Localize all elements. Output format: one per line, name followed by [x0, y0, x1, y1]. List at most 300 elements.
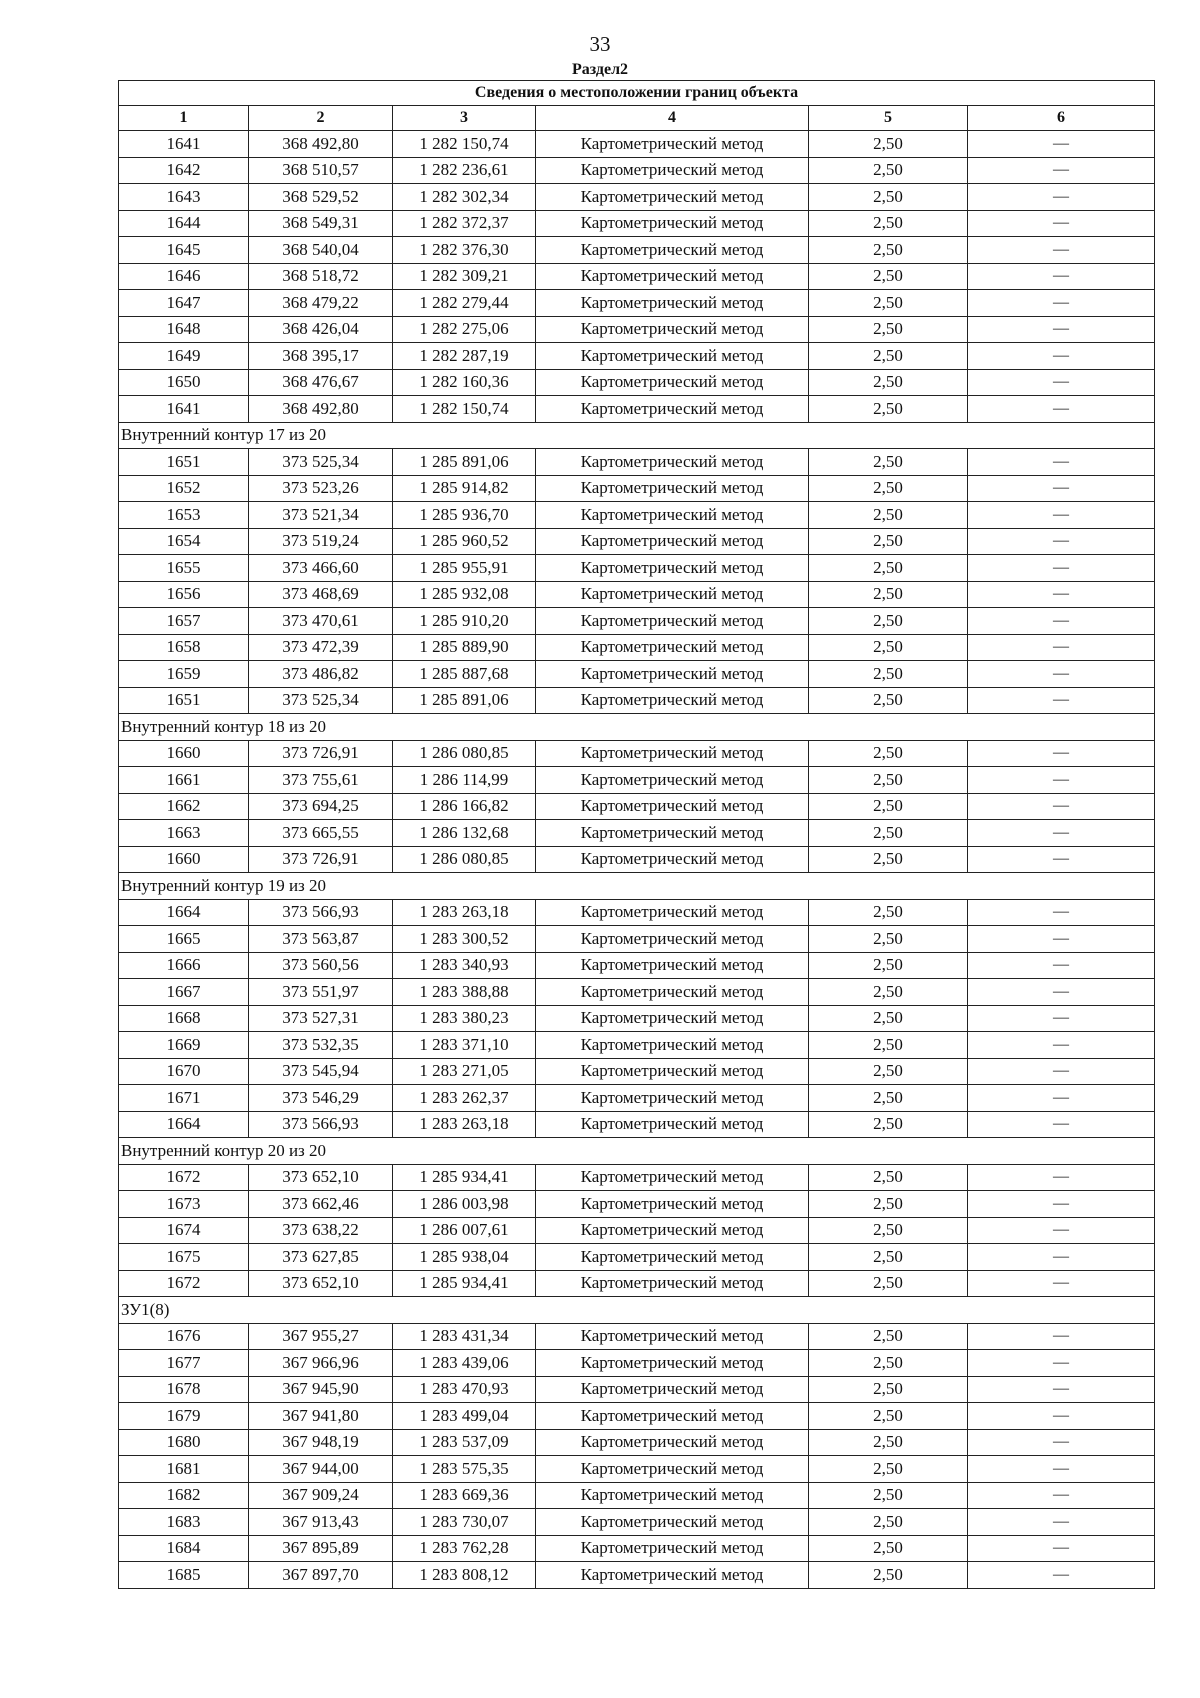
point-number-cell: 1674: [119, 1217, 249, 1244]
accuracy-cell: 2,50: [809, 210, 968, 237]
coord-y-cell: 1 283 263,18: [393, 1111, 536, 1138]
column-number-row: [119, 106, 1155, 131]
coord-y-cell: 1 286 007,61: [393, 1217, 536, 1244]
coord-y-cell: 1 283 808,12: [393, 1562, 536, 1589]
coord-x-cell: 373 566,93: [249, 899, 393, 926]
accuracy-cell: 2,50: [809, 952, 968, 979]
accuracy-cell: 2,50: [809, 475, 968, 502]
point-number-cell: 1678: [119, 1376, 249, 1403]
point-number-cell: 1654: [119, 528, 249, 555]
coord-y-cell: 1 285 938,04: [393, 1244, 536, 1271]
coord-y-cell: 1 282 236,61: [393, 157, 536, 184]
method-cell: Картометрический метод: [536, 1270, 809, 1297]
description-cell: —: [968, 687, 1155, 714]
description-cell: —: [968, 661, 1155, 688]
point-number-cell: 1670: [119, 1058, 249, 1085]
method-cell: Картометрический метод: [536, 237, 809, 264]
table-row: [119, 1323, 1155, 1350]
description-cell: —: [968, 1270, 1155, 1297]
coord-y-cell: 1 286 114,99: [393, 767, 536, 794]
description-cell: —: [968, 184, 1155, 211]
point-number-cell: 1651: [119, 449, 249, 476]
table-row: [119, 237, 1155, 264]
section-title: Раздел2: [571, 61, 629, 78]
accuracy-cell: 2,50: [809, 369, 968, 396]
point-number-cell: 1673: [119, 1191, 249, 1218]
table-row: [119, 1217, 1155, 1244]
column-number: 4: [536, 106, 809, 131]
method-cell: Картометрический метод: [536, 157, 809, 184]
section-header-row: [119, 1297, 1155, 1324]
point-number-cell: 1679: [119, 1403, 249, 1430]
table-row: [119, 926, 1155, 953]
point-number-cell: 1651: [119, 687, 249, 714]
accuracy-cell: 2,50: [809, 555, 968, 582]
coord-y-cell: 1 286 080,85: [393, 740, 536, 767]
coord-y-cell: 1 285 955,91: [393, 555, 536, 582]
accuracy-cell: 2,50: [809, 846, 968, 873]
coord-x-cell: 367 913,43: [249, 1509, 393, 1536]
method-cell: Картометрический метод: [536, 555, 809, 582]
method-cell: Картометрический метод: [536, 396, 809, 423]
table-row: [119, 793, 1155, 820]
table-row: [119, 1562, 1155, 1589]
accuracy-cell: 2,50: [809, 1429, 968, 1456]
coord-x-cell: 368 395,17: [249, 343, 393, 370]
method-cell: Картометрический метод: [536, 608, 809, 635]
description-cell: —: [968, 1111, 1155, 1138]
coord-x-cell: 373 662,46: [249, 1191, 393, 1218]
method-cell: Картометрический метод: [536, 1217, 809, 1244]
coord-y-cell: 1 285 936,70: [393, 502, 536, 529]
point-number-cell: 1655: [119, 555, 249, 582]
coord-x-cell: 373 486,82: [249, 661, 393, 688]
method-cell: Картометрический метод: [536, 1164, 809, 1191]
table-row: [119, 396, 1155, 423]
description-cell: —: [968, 634, 1155, 661]
method-cell: Картометрический метод: [536, 979, 809, 1006]
method-cell: Картометрический метод: [536, 1350, 809, 1377]
accuracy-cell: 2,50: [809, 528, 968, 555]
point-number-cell: 1660: [119, 740, 249, 767]
method-cell: Картометрический метод: [536, 952, 809, 979]
method-cell: Картометрический метод: [536, 846, 809, 873]
point-number-cell: 1671: [119, 1085, 249, 1112]
accuracy-cell: 2,50: [809, 131, 968, 158]
coord-y-cell: 1 283 300,52: [393, 926, 536, 953]
description-cell: —: [968, 952, 1155, 979]
coord-y-cell: 1 283 388,88: [393, 979, 536, 1006]
accuracy-cell: 2,50: [809, 926, 968, 953]
method-cell: Картометрический метод: [536, 767, 809, 794]
coord-x-cell: 373 525,34: [249, 687, 393, 714]
table-row: [119, 1005, 1155, 1032]
accuracy-cell: 2,50: [809, 740, 968, 767]
method-cell: Картометрический метод: [536, 1032, 809, 1059]
accuracy-cell: 2,50: [809, 237, 968, 264]
description-cell: —: [968, 131, 1155, 158]
table-row: [119, 316, 1155, 343]
table-body: [119, 131, 1155, 1589]
coord-y-cell: 1 282 150,74: [393, 131, 536, 158]
point-number-cell: 1666: [119, 952, 249, 979]
coord-y-cell: 1 283 499,04: [393, 1403, 536, 1430]
accuracy-cell: 2,50: [809, 1005, 968, 1032]
method-cell: Картометрический метод: [536, 1429, 809, 1456]
coord-x-cell: 373 466,60: [249, 555, 393, 582]
table-row: [119, 1403, 1155, 1430]
description-cell: —: [968, 1244, 1155, 1271]
coord-y-cell: 1 283 340,93: [393, 952, 536, 979]
table-row: [119, 846, 1155, 873]
coord-y-cell: 1 282 376,30: [393, 237, 536, 264]
description-cell: —: [968, 502, 1155, 529]
method-cell: Картометрический метод: [536, 369, 809, 396]
description-cell: —: [968, 1403, 1155, 1430]
table-row: [119, 1535, 1155, 1562]
coord-y-cell: 1 282 160,36: [393, 369, 536, 396]
coord-x-cell: 373 652,10: [249, 1164, 393, 1191]
accuracy-cell: 2,50: [809, 979, 968, 1006]
accuracy-cell: 2,50: [809, 1244, 968, 1271]
column-number: 6: [968, 106, 1155, 131]
coord-y-cell: 1 285 914,82: [393, 475, 536, 502]
description-cell: —: [968, 475, 1155, 502]
coord-y-cell: 1 282 287,19: [393, 343, 536, 370]
method-cell: Картометрический метод: [536, 1005, 809, 1032]
description-cell: —: [968, 581, 1155, 608]
coord-y-cell: 1 282 275,06: [393, 316, 536, 343]
coord-y-cell: 1 282 279,44: [393, 290, 536, 317]
description-cell: —: [968, 237, 1155, 264]
method-cell: Картометрический метод: [536, 1244, 809, 1271]
coord-y-cell: 1 283 371,10: [393, 1032, 536, 1059]
method-cell: Картометрический метод: [536, 1509, 809, 1536]
method-cell: Картометрический метод: [536, 449, 809, 476]
point-number-cell: 1647: [119, 290, 249, 317]
accuracy-cell: 2,50: [809, 661, 968, 688]
table-row: [119, 343, 1155, 370]
coord-x-cell: 367 909,24: [249, 1482, 393, 1509]
coord-x-cell: 368 529,52: [249, 184, 393, 211]
method-cell: Картометрический метод: [536, 1376, 809, 1403]
coord-x-cell: 367 944,00: [249, 1456, 393, 1483]
point-number-cell: 1659: [119, 661, 249, 688]
description-cell: —: [968, 1456, 1155, 1483]
table-row: [119, 1191, 1155, 1218]
coord-x-cell: 373 726,91: [249, 846, 393, 873]
method-cell: Картометрический метод: [536, 1058, 809, 1085]
table-row: [119, 634, 1155, 661]
coord-y-cell: 1 285 889,90: [393, 634, 536, 661]
method-cell: Картометрический метод: [536, 793, 809, 820]
method-cell: Картометрический метод: [536, 1535, 809, 1562]
coord-y-cell: 1 283 439,06: [393, 1350, 536, 1377]
coord-y-cell: 1 285 891,06: [393, 687, 536, 714]
method-cell: Картометрический метод: [536, 1085, 809, 1112]
accuracy-cell: 2,50: [809, 1032, 968, 1059]
coord-x-cell: 373 694,25: [249, 793, 393, 820]
coord-x-cell: 368 540,04: [249, 237, 393, 264]
table-row: [119, 1456, 1155, 1483]
point-number-cell: 1662: [119, 793, 249, 820]
column-number: 1: [119, 106, 249, 131]
coord-y-cell: 1 282 372,37: [393, 210, 536, 237]
method-cell: Картометрический метод: [536, 290, 809, 317]
description-cell: —: [968, 1217, 1155, 1244]
method-cell: Картометрический метод: [536, 210, 809, 237]
coord-y-cell: 1 286 132,68: [393, 820, 536, 847]
description-cell: —: [968, 1509, 1155, 1536]
method-cell: Картометрический метод: [536, 131, 809, 158]
coord-x-cell: 367 948,19: [249, 1429, 393, 1456]
point-number-cell: 1672: [119, 1164, 249, 1191]
column-number: 2: [249, 106, 393, 131]
coord-x-cell: 373 652,10: [249, 1270, 393, 1297]
accuracy-cell: 2,50: [809, 1270, 968, 1297]
method-cell: Картометрический метод: [536, 1323, 809, 1350]
point-number-cell: 1649: [119, 343, 249, 370]
description-cell: —: [968, 1429, 1155, 1456]
description-cell: —: [968, 290, 1155, 317]
coord-x-cell: 368 492,80: [249, 131, 393, 158]
coord-x-cell: 373 545,94: [249, 1058, 393, 1085]
section-header-row: [119, 422, 1155, 449]
coord-x-cell: 373 472,39: [249, 634, 393, 661]
coord-x-cell: 373 523,26: [249, 475, 393, 502]
accuracy-cell: 2,50: [809, 343, 968, 370]
accuracy-cell: 2,50: [809, 634, 968, 661]
table-row: [119, 555, 1155, 582]
point-number-cell: 1680: [119, 1429, 249, 1456]
description-cell: —: [968, 369, 1155, 396]
accuracy-cell: 2,50: [809, 608, 968, 635]
column-number: 5: [809, 106, 968, 131]
coord-x-cell: 368 518,72: [249, 263, 393, 290]
point-number-cell: 1675: [119, 1244, 249, 1271]
accuracy-cell: 2,50: [809, 820, 968, 847]
coord-x-cell: 367 955,27: [249, 1323, 393, 1350]
coord-x-cell: 373 532,35: [249, 1032, 393, 1059]
section-header-row: [119, 873, 1155, 900]
point-number-cell: 1685: [119, 1562, 249, 1589]
coord-x-cell: 368 549,31: [249, 210, 393, 237]
coord-y-cell: 1 283 537,09: [393, 1429, 536, 1456]
method-cell: Картометрический метод: [536, 634, 809, 661]
description-cell: —: [968, 1535, 1155, 1562]
section-label: Внутренний контур 20 из 20: [119, 1138, 1155, 1165]
coord-x-cell: 373 521,34: [249, 502, 393, 529]
accuracy-cell: 2,50: [809, 1509, 968, 1536]
coord-y-cell: 1 282 302,34: [393, 184, 536, 211]
table-row: [119, 820, 1155, 847]
description-cell: —: [968, 555, 1155, 582]
method-cell: Картометрический метод: [536, 926, 809, 953]
description-cell: —: [968, 608, 1155, 635]
table-row: [119, 157, 1155, 184]
description-cell: —: [968, 157, 1155, 184]
coord-x-cell: 367 897,70: [249, 1562, 393, 1589]
method-cell: Картометрический метод: [536, 502, 809, 529]
description-cell: —: [968, 793, 1155, 820]
coord-y-cell: 1 285 932,08: [393, 581, 536, 608]
point-number-cell: 1650: [119, 369, 249, 396]
table-row: [119, 661, 1155, 688]
coord-y-cell: 1 283 669,36: [393, 1482, 536, 1509]
description-cell: —: [968, 1376, 1155, 1403]
method-cell: Картометрический метод: [536, 687, 809, 714]
point-number-cell: 1644: [119, 210, 249, 237]
point-number-cell: 1645: [119, 237, 249, 264]
table-row: [119, 1085, 1155, 1112]
method-cell: Картометрический метод: [536, 1482, 809, 1509]
coord-x-cell: 373 551,97: [249, 979, 393, 1006]
accuracy-cell: 2,50: [809, 449, 968, 476]
method-cell: Картометрический метод: [536, 1456, 809, 1483]
point-number-cell: 1656: [119, 581, 249, 608]
accuracy-cell: 2,50: [809, 793, 968, 820]
accuracy-cell: 2,50: [809, 1403, 968, 1430]
description-cell: —: [968, 528, 1155, 555]
coord-y-cell: 1 286 080,85: [393, 846, 536, 873]
accuracy-cell: 2,50: [809, 1482, 968, 1509]
coord-y-cell: 1 283 262,37: [393, 1085, 536, 1112]
table-row: [119, 1244, 1155, 1271]
description-cell: —: [968, 979, 1155, 1006]
accuracy-cell: 2,50: [809, 1350, 968, 1377]
table-row: [119, 899, 1155, 926]
table-row: [119, 979, 1155, 1006]
accuracy-cell: 2,50: [809, 767, 968, 794]
method-cell: Картометрический метод: [536, 899, 809, 926]
coord-y-cell: 1 282 309,21: [393, 263, 536, 290]
method-cell: Картометрический метод: [536, 581, 809, 608]
coord-x-cell: 368 510,57: [249, 157, 393, 184]
coord-x-cell: 373 525,34: [249, 449, 393, 476]
point-number-cell: 1672: [119, 1270, 249, 1297]
description-cell: —: [968, 1562, 1155, 1589]
table-row: [119, 1509, 1155, 1536]
description-cell: —: [968, 1191, 1155, 1218]
accuracy-cell: 2,50: [809, 290, 968, 317]
table-row: [119, 1032, 1155, 1059]
coord-x-cell: 373 755,61: [249, 767, 393, 794]
table-row: [119, 1376, 1155, 1403]
coord-x-cell: 367 895,89: [249, 1535, 393, 1562]
point-number-cell: 1652: [119, 475, 249, 502]
coord-y-cell: 1 283 263,18: [393, 899, 536, 926]
description-cell: —: [968, 846, 1155, 873]
table-row: [119, 1111, 1155, 1138]
table-row: [119, 290, 1155, 317]
table-row: [119, 369, 1155, 396]
point-number-cell: 1677: [119, 1350, 249, 1377]
coord-x-cell: 368 492,80: [249, 396, 393, 423]
description-cell: —: [968, 740, 1155, 767]
table-row: [119, 210, 1155, 237]
description-cell: —: [968, 1085, 1155, 1112]
coord-x-cell: 368 479,22: [249, 290, 393, 317]
method-cell: Картометрический метод: [536, 1111, 809, 1138]
description-cell: —: [968, 1005, 1155, 1032]
description-cell: —: [968, 899, 1155, 926]
coord-x-cell: 367 966,96: [249, 1350, 393, 1377]
coord-x-cell: 373 519,24: [249, 528, 393, 555]
coord-x-cell: 367 945,90: [249, 1376, 393, 1403]
coord-x-cell: 373 566,93: [249, 1111, 393, 1138]
method-cell: Картометрический метод: [536, 1562, 809, 1589]
column-number: 3: [393, 106, 536, 131]
point-number-cell: 1646: [119, 263, 249, 290]
table-row: [119, 131, 1155, 158]
point-number-cell: 1684: [119, 1535, 249, 1562]
method-cell: Картометрический метод: [536, 263, 809, 290]
table-row: [119, 1429, 1155, 1456]
table-row: [119, 767, 1155, 794]
description-cell: —: [968, 1164, 1155, 1191]
accuracy-cell: 2,50: [809, 1217, 968, 1244]
description-cell: —: [968, 820, 1155, 847]
section-label: Внутренний контур 19 из 20: [119, 873, 1155, 900]
coord-y-cell: 1 286 166,82: [393, 793, 536, 820]
description-cell: —: [968, 343, 1155, 370]
table-row: [119, 687, 1155, 714]
point-number-cell: 1641: [119, 396, 249, 423]
coord-y-cell: 1 283 271,05: [393, 1058, 536, 1085]
coord-y-cell: 1 285 887,68: [393, 661, 536, 688]
accuracy-cell: 2,50: [809, 502, 968, 529]
section-label: Внутренний контур 18 из 20: [119, 714, 1155, 741]
point-number-cell: 1664: [119, 899, 249, 926]
coord-y-cell: 1 286 003,98: [393, 1191, 536, 1218]
accuracy-cell: 2,50: [809, 1376, 968, 1403]
method-cell: Картометрический метод: [536, 316, 809, 343]
section-label: Внутренний контур 17 из 20: [119, 422, 1155, 449]
section-header-row: [119, 714, 1155, 741]
table-caption-row: [119, 81, 1155, 106]
point-number-cell: 1660: [119, 846, 249, 873]
point-number-cell: 1669: [119, 1032, 249, 1059]
point-number-cell: 1648: [119, 316, 249, 343]
coord-x-cell: 373 468,69: [249, 581, 393, 608]
coord-x-cell: 373 527,31: [249, 1005, 393, 1032]
description-cell: —: [968, 396, 1155, 423]
accuracy-cell: 2,50: [809, 1456, 968, 1483]
coord-x-cell: 373 638,22: [249, 1217, 393, 1244]
coord-y-cell: 1 283 762,28: [393, 1535, 536, 1562]
point-number-cell: 1682: [119, 1482, 249, 1509]
accuracy-cell: 2,50: [809, 1085, 968, 1112]
accuracy-cell: 2,50: [809, 899, 968, 926]
table-row: [119, 263, 1155, 290]
coord-x-cell: 367 941,80: [249, 1403, 393, 1430]
section-label: ЗУ1(8): [119, 1297, 1155, 1324]
method-cell: Картометрический метод: [536, 184, 809, 211]
method-cell: Картометрический метод: [536, 343, 809, 370]
description-cell: —: [968, 1032, 1155, 1059]
table-row: [119, 1270, 1155, 1297]
section-header-row: [119, 1138, 1155, 1165]
coord-x-cell: 368 426,04: [249, 316, 393, 343]
boundary-table: [118, 80, 1155, 1589]
table-row: [119, 1058, 1155, 1085]
coord-y-cell: 1 283 431,34: [393, 1323, 536, 1350]
point-number-cell: 1663: [119, 820, 249, 847]
coord-y-cell: 1 283 575,35: [393, 1456, 536, 1483]
coord-x-cell: 373 563,87: [249, 926, 393, 953]
description-cell: —: [968, 926, 1155, 953]
coord-x-cell: 373 546,29: [249, 1085, 393, 1112]
